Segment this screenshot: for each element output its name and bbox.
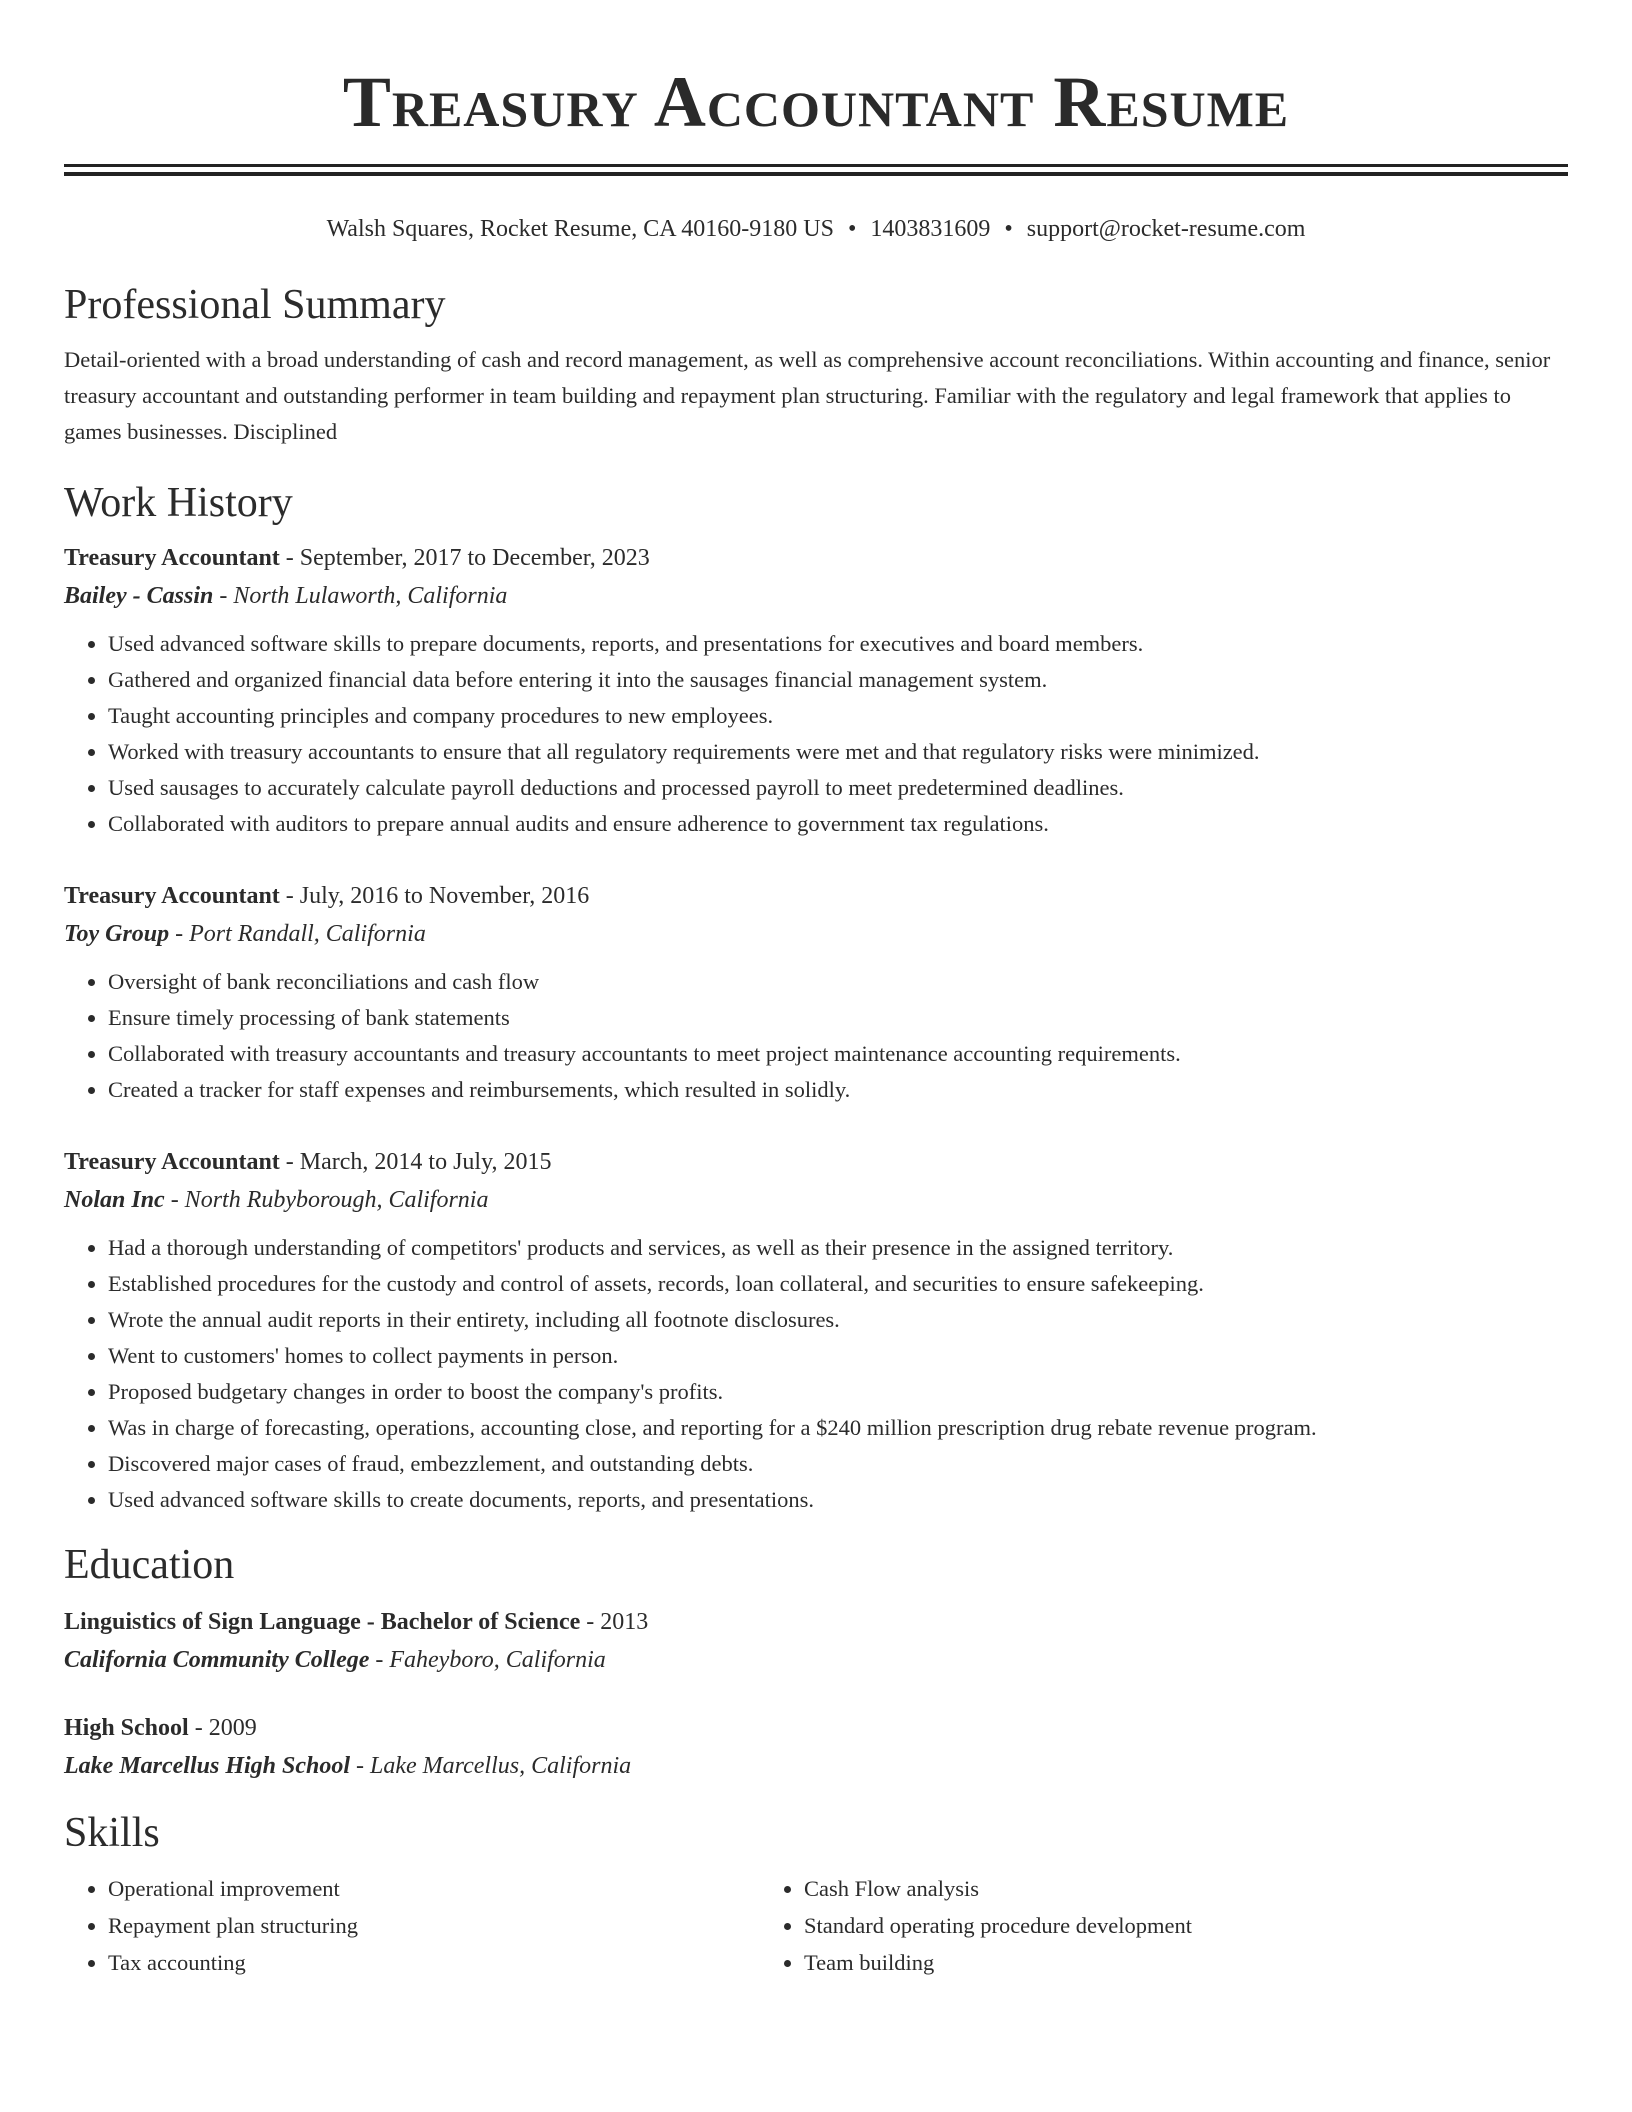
list-item: • Created a tracker for staff expenses and reimbursements, which resulted in solidly. — [108, 1072, 1568, 1108]
company-location: - Port Randall, California — [169, 921, 426, 947]
company-line — [64, 1180, 1568, 1220]
graduation-year: - 2009 — [188, 1715, 257, 1741]
skill-item: • Repayment plan structuring — [108, 1907, 760, 1944]
list-item: • Used advanced software skills to prepare documents, reports, and presentations for executives and board members. — [108, 626, 1568, 662]
list-item: • Collaborated with treasury accountants and treasury accountants to meet project maintenance accounting requirements. — [108, 1036, 1568, 1072]
company-name: Toy Group — [64, 921, 170, 947]
job-bullets — [64, 964, 1568, 1108]
degree-name: Linguistics of Sign Language - Bachelor of Science — [64, 1609, 581, 1635]
company-name: Nolan Inc — [64, 1187, 165, 1213]
education-section — [64, 1540, 1568, 1786]
skills-list — [64, 1870, 760, 1981]
school-name: Lake Marcellus High School — [64, 1753, 351, 1779]
contact-email[interactable]: support@rocket-resume.com — [1026, 216, 1306, 242]
skill-item: • Cash Flow analysis — [804, 1870, 1500, 1907]
page-title: Treasury Accountant Resume — [342, 62, 1290, 142]
skill-item: • Operational improvement — [108, 1870, 760, 1907]
degree-line — [64, 1710, 1568, 1746]
skills-columns — [64, 1870, 1568, 1981]
title-divider — [64, 164, 1568, 176]
list-item: • Proposed budgetary changes in order to boost the company's profits. — [108, 1374, 1568, 1410]
list-item: • Used sausages to accurately calculate payroll deductions and processed payroll to meet predetermined deadlines. — [108, 770, 1568, 806]
list-item: • Worked with treasury accountants to ensure that all regulatory requirements were met and that regulatory risks were minimized. — [108, 734, 1568, 770]
work-history-heading: Work History — [64, 480, 293, 526]
summary-text: Detail-oriented with a broad understanding of cash and record management, as well as comprehensive account reconciliations. Within accounting and finance, senior treasury accountant and outstanding performer in team building and repayment plan structuring. Familiar with the regulatory and legal framework that applies to games businesses. Disciplined — [64, 347, 1551, 444]
skill-item: • Team building — [804, 1944, 1500, 1981]
company-name: Bailey - Cassin — [64, 583, 214, 609]
degree-name: High School — [64, 1715, 189, 1741]
skills-column-left — [64, 1870, 760, 1981]
list-item: • Ensure timely processing of bank statements — [108, 1000, 1568, 1036]
job-entry — [64, 540, 1568, 842]
company-location: - North Rubyborough, California — [164, 1187, 489, 1213]
job-bullets — [64, 1230, 1568, 1518]
work-history-section — [64, 478, 1568, 1518]
job-dates: - March, 2014 to July, 2015 — [279, 1149, 552, 1175]
school-location: - Faheyboro, California — [369, 1647, 606, 1673]
skills-heading: Skills — [64, 1810, 160, 1856]
list-item: • Discovered major cases of fraud, embezzlement, and outstanding debts. — [108, 1446, 1568, 1482]
contact-separator: • — [1004, 216, 1013, 242]
list-item: • Gathered and organized financial data before entering it into the sausages financial management system. — [108, 662, 1568, 698]
list-item: • Wrote the annual audit reports in their entirety, including all footnote disclosures. — [108, 1302, 1568, 1338]
job-title: Treasury Accountant — [64, 545, 280, 571]
skills-list — [760, 1870, 1500, 1981]
graduation-year: - 2013 — [580, 1609, 649, 1635]
job-title-line — [64, 878, 1568, 914]
summary-section — [64, 280, 1568, 450]
contact-line — [64, 214, 1568, 244]
job-entry — [64, 878, 1568, 1108]
school-location: - Lake Marcellus, California — [350, 1753, 632, 1779]
list-item: • Used advanced software skills to create documents, reports, and presentations. — [108, 1482, 1568, 1518]
school-name: California Community College — [64, 1647, 370, 1673]
list-item: • Was in charge of forecasting, operations, accounting close, and reporting for a $240 million prescription drug rebate revenue program. — [108, 1410, 1568, 1446]
job-bullets — [64, 626, 1568, 842]
summary-heading: Professional Summary — [64, 282, 446, 328]
contact-separator: • — [847, 216, 857, 242]
education-heading: Education — [64, 1542, 235, 1588]
job-title: Treasury Accountant — [64, 1149, 280, 1175]
school-line — [64, 1640, 1568, 1680]
list-item: • Went to customers' homes to collect payments in person. — [108, 1338, 1568, 1374]
school-line — [64, 1746, 1568, 1786]
degree-line — [64, 1604, 1568, 1640]
job-title-line — [64, 540, 1568, 576]
list-item: • Established procedures for the custody and control of assets, records, loan collateral, and securities to ensure safekeeping. — [108, 1266, 1568, 1302]
job-title: Treasury Accountant — [64, 883, 280, 909]
list-item: • Taught accounting principles and company procedures to new employees. — [108, 698, 1568, 734]
resume-page — [64, 0, 1568, 1981]
company-location: - North Lulaworth, California — [213, 583, 508, 609]
skill-item: • Tax accounting — [108, 1944, 760, 1981]
job-dates: - September, 2017 to December, 2023 — [279, 545, 650, 571]
contact-phone: 1403831609 — [870, 216, 991, 242]
list-item: • Collaborated with auditors to prepare annual audits and ensure adherence to government tax regulations. — [108, 806, 1568, 842]
list-item: • Oversight of bank reconciliations and cash flow — [108, 964, 1568, 1000]
education-entry — [64, 1710, 1568, 1786]
company-line — [64, 576, 1568, 616]
skill-item: • Standard operating procedure development — [804, 1907, 1500, 1944]
skills-column-right — [760, 1870, 1500, 1981]
education-entry — [64, 1604, 1568, 1680]
job-entry — [64, 1144, 1568, 1518]
company-line — [64, 914, 1568, 954]
skills-section — [64, 1808, 1568, 1981]
job-dates: - July, 2016 to November, 2016 — [279, 883, 590, 909]
job-title-line — [64, 1144, 1568, 1180]
list-item: • Had a thorough understanding of competitors' products and services, as well as their presence in the assigned territory. — [108, 1230, 1568, 1266]
contact-address: Walsh Squares, Rocket Resume, CA 40160-9180 US — [326, 216, 834, 242]
